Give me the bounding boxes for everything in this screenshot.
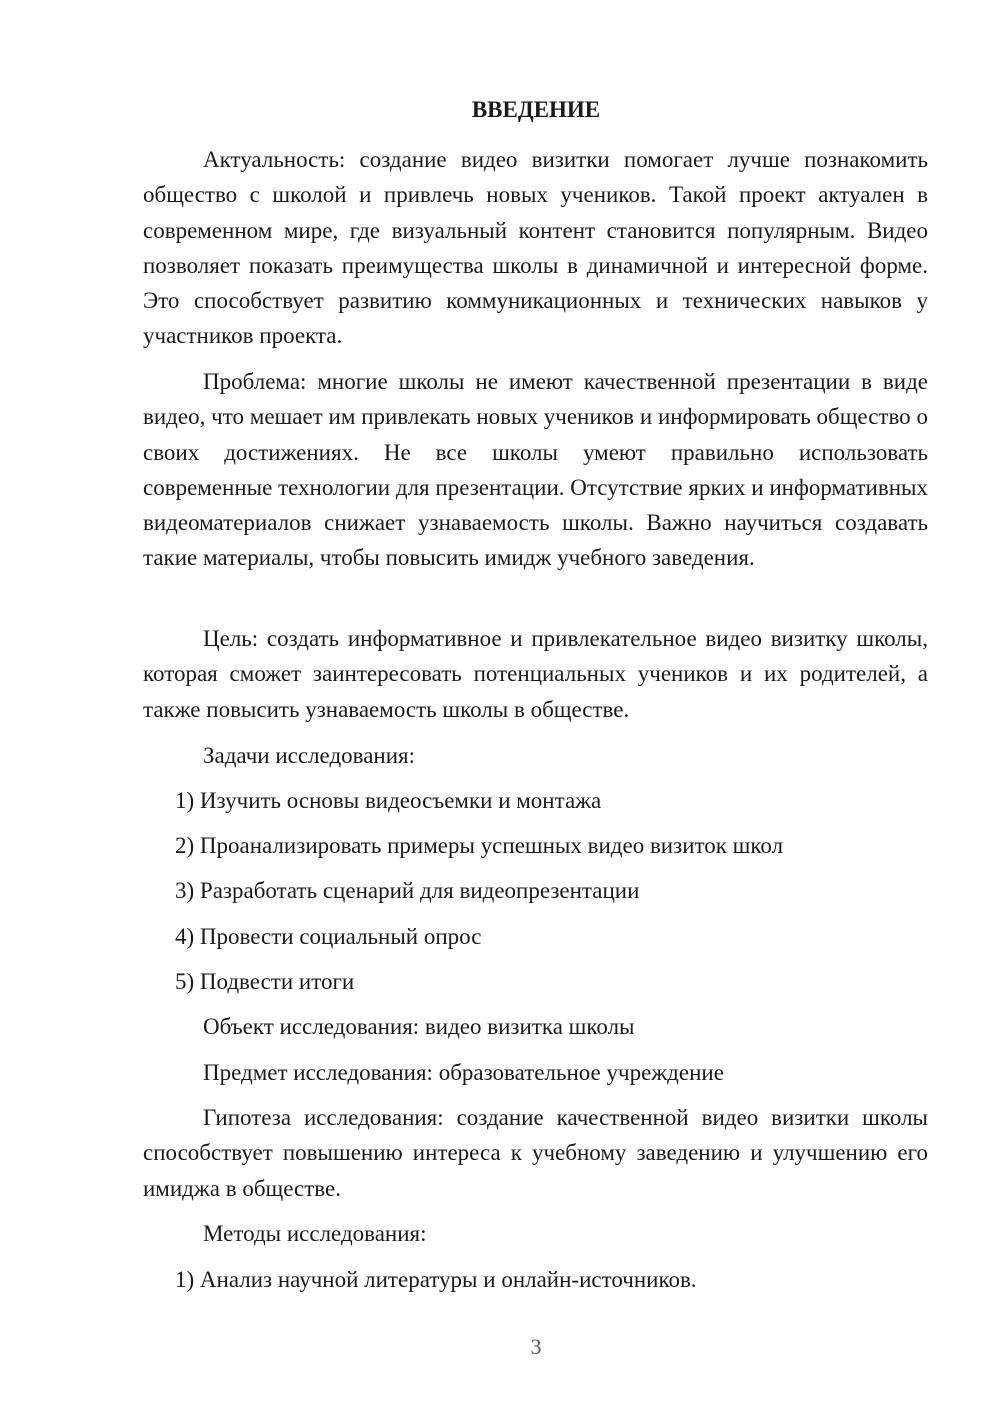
task-item-4: 4) Провести социальный опрос [175,924,482,949]
problem-paragraph: Проблема: многие школы не имеют качественной презентации в виде видео, что мешает им привлекать новых учеников и информировать общество о своих достижениях. Не все школы умеют правильно использовать современные технологии для презентации. Отсутствие ярких и информативных видеоматериалов снижает узнаваемость школы. Важно научиться создавать такие материалы, чтобы повысить имидж учебного заведения. [143,369,928,571]
method-item-1: 1) Анализ научной литературы и онлайн-источников. [175,1267,697,1292]
methods-title: Методы исследования: [203,1221,427,1246]
research-subject: Предмет исследования: образовательное учреждение [203,1060,724,1085]
research-object: Объект исследования: видео визитка школы [203,1014,635,1039]
relevance-paragraph: Актуальность: создание видео визитки помогает лучше познакомить общество с школой и привлечь новых учеников. Такой проект актуален в современном мире, где визуальный контент становится популярным. Видео позволяет показать преимущества школы в динамичной и интересной форме. Это способствует развитию коммуникационных и технических навыков у участников проекта. [143,147,928,349]
tasks-title: Задачи исследования: [203,743,416,768]
goal-paragraph: Цель: создать информативное и привлекательное видео визитку школы, которая сможет заинтересовать потенциальных учеников и их родителей, а также повысить узнаваемость школы в обществе. [143,626,928,722]
task-item-1: 1) Изучить основы видеосъемки и монтажа [175,788,602,813]
task-item-5: 5) Подвести итоги [175,969,355,994]
task-item-3: 3) Разработать сценарий для видеопрезентации [175,878,640,903]
page-number: 3 [530,1334,542,1359]
page-title: ВВЕДЕНИЕ [471,97,601,122]
task-item-2: 2) Проанализировать примеры успешных видео визиток школ [175,833,784,858]
hypothesis-paragraph: Гипотеза исследования: создание качественной видео визитки школы способствует повышению интереса к учебному заведению и улучшению его имиджа в обществе. [143,1105,928,1201]
